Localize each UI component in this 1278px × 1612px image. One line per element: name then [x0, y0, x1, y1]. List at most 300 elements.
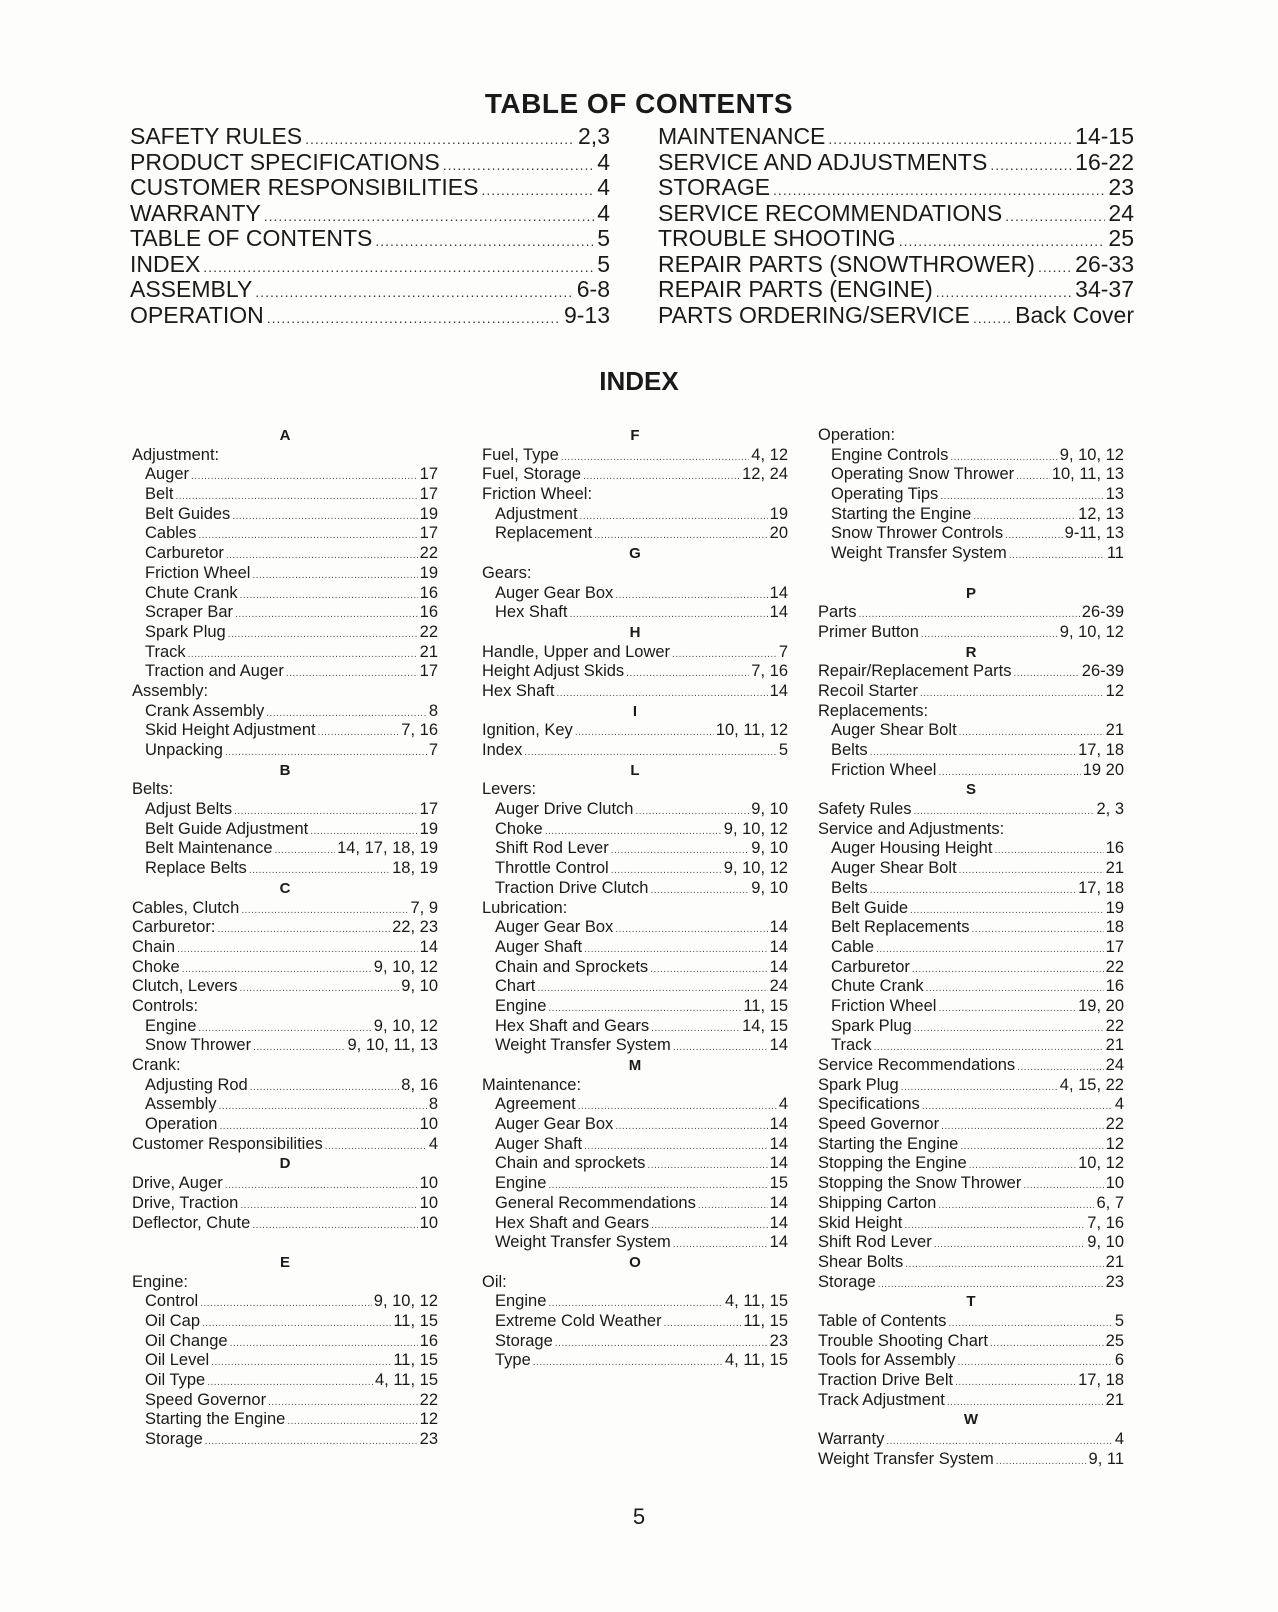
index-subentry: [132, 1371, 438, 1391]
dot-leader: [239, 979, 399, 999]
toc-entry: [658, 150, 1134, 176]
index-entry-label: Belt Maintenance: [145, 839, 273, 858]
index-entry-label: Fuel, Storage: [482, 465, 582, 484]
toc-entry-page: 6-8: [576, 276, 610, 302]
index-letter: E: [279, 1253, 290, 1271]
index-entry-label: Friction Wheel: [831, 996, 937, 1015]
dot-leader: [938, 999, 1076, 1019]
dot-leader: [580, 507, 768, 527]
index-subentry: [482, 977, 788, 997]
index-subentry: [132, 859, 438, 879]
index-entry-page: 9-11, 13: [1064, 524, 1124, 543]
index-subentry: [132, 800, 438, 820]
index-letter-heading: [132, 1154, 438, 1174]
index-subentry: [132, 1076, 438, 1096]
toc-entry: [130, 226, 610, 252]
index-entry: [132, 1135, 438, 1155]
dot-leader: [226, 546, 418, 566]
index-subentry: [132, 1410, 438, 1430]
dot-leader: [267, 306, 561, 332]
index-entry-page: 10: [1105, 1174, 1124, 1193]
index-subentry: [482, 1174, 788, 1194]
index-letter: A: [279, 427, 291, 444]
index-subentry: [132, 1017, 438, 1037]
index-entry-label: Belts: [831, 741, 868, 759]
dot-leader: [225, 743, 427, 763]
dot-leader: [972, 920, 1104, 940]
index-entry-label: Clutch, Levers: [132, 977, 238, 996]
toc-entry: [130, 277, 610, 303]
index-entry: [132, 446, 438, 466]
index-entry-label: Chain and sprockets: [495, 1154, 646, 1173]
index-entry-label: Oil Cap: [145, 1311, 201, 1330]
index-entry-label: Weight Transfer System: [818, 1449, 994, 1468]
index-entry-label: Weight Transfer System: [495, 1036, 671, 1055]
index-entry: [482, 662, 788, 682]
index-entry-label: Storage: [145, 1430, 203, 1449]
index-entry: [818, 1115, 1124, 1135]
index-entry-label: Customer Responsibilities: [132, 1134, 323, 1153]
toc-entry-page: 4: [597, 199, 610, 226]
index-entry-page: 17, 18: [1078, 878, 1124, 897]
index-subentry: [818, 761, 1124, 781]
index-entry: [818, 1174, 1124, 1194]
index-entry: [818, 800, 1124, 820]
index-entry: [132, 997, 438, 1017]
index-entry: [818, 1154, 1124, 1174]
index-entry-page: 14: [769, 937, 788, 956]
index-entry-page: 11, 15: [743, 996, 788, 1015]
index-entry-label: Track: [145, 642, 186, 661]
dot-leader: [938, 763, 1080, 783]
dot-leader: [626, 664, 749, 684]
index-entry: [132, 899, 438, 919]
toc-entry-page: 14-15: [1075, 123, 1134, 149]
toc-title: TABLE OF CONTENTS: [484, 88, 794, 119]
index-entry-label: Handle, Upper and Lower: [482, 642, 671, 661]
index-entry-page: 21: [1105, 1252, 1124, 1271]
index-subentry: [818, 938, 1124, 958]
index-entry-label: Belts: [831, 878, 868, 897]
index-entry: [482, 643, 788, 663]
dot-leader: [922, 1097, 1113, 1117]
dot-leader: [241, 901, 408, 921]
index-entry-page: 4: [428, 1134, 438, 1153]
toc-entry-page: Back Cover: [1015, 301, 1134, 328]
index-entry-page: 19: [769, 504, 788, 523]
index-entry-page: 10, 11, 13: [1051, 465, 1124, 484]
dot-leader: [905, 1255, 1103, 1275]
index-entry-page: 21: [419, 642, 438, 661]
index-entry-page: 22, 23: [392, 918, 438, 937]
index-entry-label: Engine: [495, 996, 547, 1015]
index-entry-label: Traction Drive Belt: [818, 1371, 954, 1389]
dot-leader: [211, 1353, 391, 1373]
index-entry-label: Friction Wheel: [831, 760, 937, 779]
index-entry-label: Oil Level: [145, 1351, 210, 1370]
index-subentry: [482, 524, 788, 544]
index-entry-label: Skid Height: [818, 1213, 903, 1232]
toc-entry-label: ASSEMBLY: [130, 276, 253, 302]
index-letter: L: [630, 761, 640, 779]
dot-leader: [673, 1235, 768, 1255]
index-entry-label: Chute Crank: [831, 977, 924, 996]
page-number: 5: [632, 1504, 646, 1529]
index-entry-label: Engine: [145, 1016, 197, 1035]
index-entry-page: 5: [778, 741, 788, 759]
index-entry-page: 15: [769, 1174, 788, 1193]
index-subentry: [482, 1194, 788, 1214]
index-letter: O: [629, 1253, 641, 1271]
dot-leader: [286, 664, 418, 684]
index-entry-page: 7, 16: [751, 662, 788, 681]
index-entry-label: Repair/Replacement Parts: [818, 662, 1012, 681]
toc-entry-label: TABLE OF CONTENTS: [130, 225, 373, 251]
dot-leader: [990, 1334, 1104, 1354]
index-entry-label: Shear Bolts: [818, 1252, 904, 1271]
toc-entry-label: MAINTENANCE: [658, 123, 826, 149]
dot-leader: [1038, 255, 1072, 281]
index-entry: [818, 1253, 1124, 1273]
toc-entry-page: 2,3: [578, 123, 610, 149]
index-entry-page: 22: [1105, 1115, 1124, 1134]
index-entry-label: Auger Shear Bolt: [831, 859, 957, 878]
index-entry-label: Trouble Shooting Chart: [818, 1331, 988, 1350]
index-entry: [482, 446, 788, 466]
index-entry-label: Traction Drive Clutch: [495, 878, 649, 897]
index-entry-label: Service and Adjustments:: [818, 819, 1005, 838]
index-letter-heading: [818, 1410, 1124, 1430]
index-subentry: [482, 1351, 788, 1371]
index-entry-page: 5: [1114, 1311, 1124, 1330]
index-subentry: [818, 997, 1124, 1017]
index-entry: [818, 682, 1124, 702]
index-entry-label: Auger: [145, 465, 190, 484]
index-subentry: [818, 859, 1124, 879]
dot-leader: [537, 979, 767, 999]
index-entry-page: 17: [419, 800, 438, 819]
index-subentry: [132, 465, 438, 485]
dot-leader: [901, 1078, 1058, 1098]
index-entry-label: Ignition, Key: [482, 721, 573, 740]
index-letter-heading: [482, 702, 788, 722]
index-entry-label: Storage: [818, 1272, 876, 1291]
toc-entry-label: SERVICE AND ADJUSTMENTS: [658, 148, 988, 175]
toc-entry-label: STORAGE: [658, 174, 771, 200]
index-subentry: [132, 643, 438, 663]
toc-entry-label: SAFETY RULES: [130, 123, 303, 149]
index-entry-page: 17: [419, 465, 438, 484]
index-entry-label: Auger Shaft: [495, 937, 583, 956]
dot-leader: [225, 1176, 418, 1196]
index-entry-page: 17, 18: [1078, 741, 1124, 759]
index-entry-label: Specifications: [818, 1095, 920, 1114]
index-subentry: [482, 1115, 788, 1135]
index-letter-heading: [482, 1253, 788, 1273]
index-entry-label: Shift Rod Lever: [818, 1233, 932, 1252]
index-entry: [482, 1076, 788, 1096]
index-entry-label: Choke: [495, 819, 543, 838]
index-entry-page: 12, 13: [1078, 504, 1124, 523]
toc-entry-page: 34-37: [1075, 276, 1134, 302]
index-entry-label: Operation: [145, 1115, 218, 1134]
toc-entry-page: 4: [597, 174, 610, 200]
index-entry-label: Crank:: [132, 1056, 181, 1074]
dot-leader: [1005, 526, 1063, 546]
index-subentry: [482, 938, 788, 958]
toc-entry: [130, 150, 610, 176]
index-entry: [818, 426, 1124, 446]
toc-entry-label: PRODUCT SPECIFICATIONS: [130, 148, 440, 175]
toc-entry-page: 23: [1108, 174, 1134, 200]
dot-leader: [973, 306, 1012, 332]
toc-entry: [658, 303, 1134, 329]
dot-leader: [673, 1038, 768, 1058]
dot-leader: [941, 1117, 1104, 1137]
index-entry-label: Adjustment: [495, 504, 578, 523]
index-entry-label: Spark Plug: [818, 1075, 899, 1094]
index-subentry: [132, 1312, 438, 1332]
index-entry-label: Maintenance:: [482, 1075, 582, 1094]
index-entry-page: 22: [419, 544, 438, 563]
index-entry-page: 9, 10, 12: [723, 859, 788, 878]
index-entry-label: Scraper Bar: [145, 603, 234, 622]
index-entry-page: 16: [1105, 839, 1124, 858]
index-entry: [818, 603, 1124, 623]
index-entry-page: 14: [769, 1154, 788, 1173]
index-column-1: [132, 426, 438, 1450]
index-letter: I: [632, 702, 638, 720]
dot-leader: [926, 979, 1104, 999]
index-entry-label: Type: [495, 1351, 531, 1370]
index-subentry: [482, 820, 788, 840]
index-entry-page: 21: [1105, 1036, 1124, 1055]
index-entry: [132, 977, 438, 997]
dot-leader: [920, 684, 1104, 704]
toc-right-column: [658, 124, 1134, 328]
index-entry-page: 23: [419, 1430, 438, 1449]
index-letter: G: [629, 545, 641, 563]
index-entry-label: Auger Housing Height: [831, 839, 993, 858]
index-entry-page: 11, 15: [743, 1311, 788, 1330]
dot-leader: [650, 881, 749, 901]
index-subentry: [482, 1154, 788, 1174]
toc-left-column: [130, 124, 610, 328]
index-entry-page: 21: [1105, 859, 1124, 878]
index-entry-label: Drive, Auger: [132, 1174, 223, 1193]
index-entry: [482, 564, 788, 584]
toc-entry: [658, 201, 1134, 227]
index-entry: [482, 899, 788, 919]
index-letter-heading: [482, 623, 788, 643]
dot-leader: [594, 526, 767, 546]
index-subentry: [482, 1135, 788, 1155]
index-entry-label: Starting the Engine: [831, 504, 972, 523]
index-entry-page: 22: [419, 1390, 438, 1409]
toc-entry-label: REPAIR PARTS (SNOWTHROWER): [658, 250, 1035, 277]
index-entry-page: 4, 12: [751, 445, 788, 464]
index-subentry: [132, 662, 438, 682]
index-subentry: [818, 741, 1124, 761]
index-entry-page: 11: [1106, 544, 1124, 563]
index-entry-label: Fuel, Type: [482, 445, 559, 464]
index-entry-label: Primer Button: [818, 622, 919, 641]
dot-leader: [255, 280, 573, 306]
index-entry-page: 19: [419, 819, 438, 838]
index-entry: [132, 938, 438, 958]
index-entry-label: General Recommendations: [495, 1193, 696, 1212]
dot-leader: [191, 467, 418, 487]
index-entry-page: 21: [1105, 721, 1124, 740]
index-entry-page: 9, 10, 12: [1059, 445, 1124, 464]
index-letter-heading: [818, 1292, 1124, 1312]
index-entry-page: 17: [1105, 937, 1124, 956]
index-entry-page: 14: [769, 603, 788, 622]
index-entry-page: 16: [419, 1331, 438, 1350]
index-entry-page: 9, 10: [1087, 1233, 1124, 1252]
index-entry-page: 9, 10, 12: [1059, 622, 1124, 641]
index-entry-label: Adjust Belts: [145, 800, 233, 819]
index-entry-label: Belts:: [132, 780, 174, 799]
dot-leader: [647, 1156, 767, 1176]
index-entry-page: 14: [769, 1134, 788, 1153]
index-subentry: [132, 1391, 438, 1411]
index-letter: F: [630, 427, 640, 444]
index-entry-page: 8, 16: [401, 1075, 438, 1094]
index-entry-page: 7: [428, 741, 438, 759]
index-entry-label: Shift Rod Lever: [495, 839, 609, 858]
index-letter: R: [965, 643, 977, 661]
index-entry-label: Chain: [132, 937, 176, 956]
index-subentry: [482, 1017, 788, 1037]
index-entry-page: 4, 15, 22: [1059, 1075, 1124, 1094]
index-entry-label: Recoil Starter: [818, 681, 918, 700]
index-subentry: [818, 1017, 1124, 1037]
index-entry-label: Unpacking: [145, 741, 223, 759]
dot-leader: [575, 723, 714, 743]
toc-entry-page: 24: [1108, 199, 1134, 226]
index-entry-label: Oil:: [482, 1272, 507, 1291]
dot-leader: [934, 1235, 1086, 1255]
index-subentry: [482, 859, 788, 879]
index-entry-page: 26-39: [1081, 603, 1124, 622]
index-entry-page: 19 20: [1082, 760, 1124, 779]
index-entry: [818, 702, 1124, 722]
dot-leader: [556, 684, 767, 704]
toc-entry-label: SERVICE RECOMMENDATIONS: [658, 199, 1003, 226]
index-entry: [132, 1194, 438, 1214]
index-subentry: [482, 1036, 788, 1056]
index-subentry: [132, 505, 438, 525]
index-letter: S: [965, 781, 976, 799]
toc-entry-label: WARRANTY: [130, 199, 261, 226]
index-entry-page: 6: [1114, 1351, 1124, 1370]
index-entry: [482, 682, 788, 702]
index-subentry: [818, 721, 1124, 741]
toc-entry-label: PARTS ORDERING/SERVICE: [658, 301, 970, 328]
index-entry-page: 4: [1114, 1095, 1124, 1114]
toc-entry-page: 9-13: [563, 301, 610, 328]
index-entry-page: 12: [419, 1410, 438, 1429]
index-letter-heading: [818, 780, 1124, 800]
index-entry-label: Replacements:: [818, 701, 929, 720]
index-entry: [818, 1095, 1124, 1115]
toc-entry: [130, 201, 610, 227]
index-entry-page: 6, 7: [1096, 1193, 1124, 1212]
spacer: [818, 564, 1124, 584]
toc-entry-label: OPERATION: [130, 301, 264, 328]
index-letter: C: [279, 879, 291, 897]
index-subentry: [482, 1332, 788, 1352]
index-letter-heading: [132, 1253, 438, 1273]
index-entry-label: Belt Replacements: [831, 918, 970, 937]
index-entry: [132, 1056, 438, 1076]
index-column-3: [818, 426, 1124, 1469]
toc-entry-page: 5: [597, 225, 610, 251]
index-entry-label: Cable: [831, 937, 875, 956]
dot-leader: [664, 1314, 742, 1334]
index-entry: [818, 623, 1124, 643]
toc-entry: [130, 124, 610, 150]
index-subentry: [132, 524, 438, 544]
index-entry: [482, 485, 788, 505]
index-entry-label: Choke: [132, 957, 180, 976]
index-entry-page: 14: [769, 681, 788, 700]
index-entry-page: 10, 11, 12: [715, 721, 788, 740]
dot-leader: [198, 526, 417, 546]
index-entry-label: Engine:: [132, 1272, 188, 1291]
index-subentry: [818, 839, 1124, 859]
index-subentry: [482, 1214, 788, 1234]
index-subentry: [482, 1095, 788, 1115]
index-entry-page: 9, 11: [1088, 1449, 1124, 1468]
index-letter-heading: [482, 426, 788, 446]
dot-leader: [561, 448, 750, 468]
index-subentry: [482, 1312, 788, 1332]
index-entry: [482, 465, 788, 485]
index-entry-label: Auger Shaft: [495, 1134, 583, 1153]
index-letter: H: [629, 623, 641, 641]
index-entry-page: 23: [1105, 1272, 1124, 1291]
index-entry-label: Throttle Control: [495, 859, 609, 878]
index-entry-label: Auger Drive Clutch: [495, 800, 634, 819]
dot-leader: [955, 1373, 1076, 1393]
index-entry-page: 4, 11, 15: [725, 1351, 788, 1370]
index-entry-label: Controls:: [132, 996, 199, 1015]
index-entry-label: Starting the Engine: [145, 1410, 286, 1429]
index-entry-page: 8: [428, 701, 438, 720]
index-entry-page: 14: [769, 1036, 788, 1055]
index-entry-label: Stopping the Snow Thrower: [818, 1174, 1022, 1193]
toc-entry-label: REPAIR PARTS (ENGINE): [658, 276, 933, 302]
index-subentry: [482, 879, 788, 899]
dot-leader: [318, 723, 400, 743]
index-entry-page: 14: [769, 1233, 788, 1252]
dot-leader: [1023, 1176, 1103, 1196]
index-entry: [818, 820, 1124, 840]
index-entry-label: Chart: [495, 977, 536, 996]
index-entry: [482, 741, 788, 761]
index-subentry: [132, 1036, 438, 1056]
index-entry-label: Carburetor: [145, 544, 224, 563]
index-entry: [818, 1194, 1124, 1214]
index-entry-label: Table of Contents: [818, 1311, 947, 1330]
index-letter-heading: [132, 426, 438, 446]
dot-leader: [1016, 467, 1050, 487]
dot-leader: [650, 960, 767, 980]
index-entry: [818, 1391, 1124, 1411]
index-entry-page: 20: [769, 524, 788, 543]
